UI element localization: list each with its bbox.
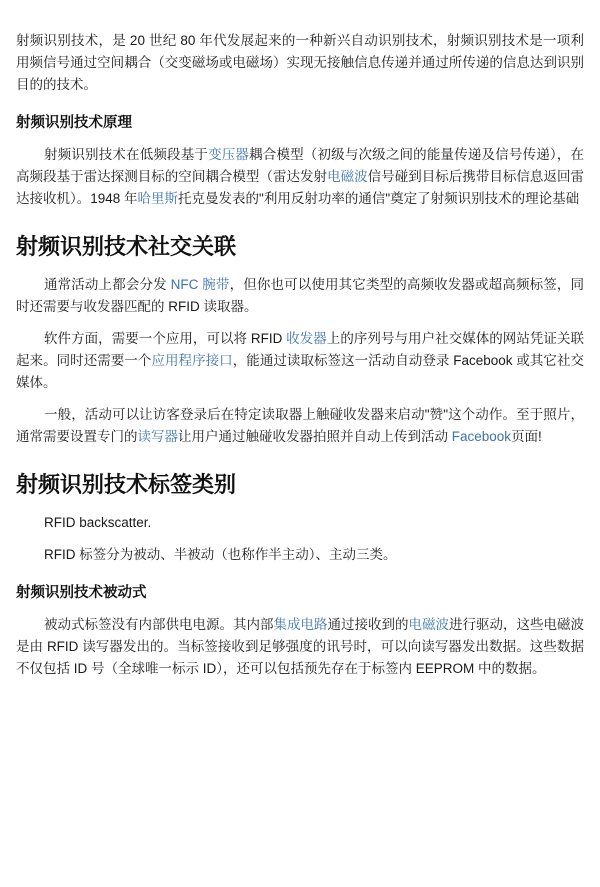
section-heading-tag-types: 射频识别技术标签类别: [16, 472, 237, 497]
text-run: 被动式标签没有内部供电电源。其内部: [44, 617, 274, 632]
text-run: 一般，活动可以让访客登录后在特定读取器上触碰收发器来启动"赞"这个动作。至于照片，通常需要设置专门的: [16, 407, 584, 444]
text-run: ，但你也可以使用其它类型的高频收发器或超高频标签，同时还需要与收发器匹配的 RFID 读取器。: [16, 277, 585, 314]
inline-link[interactable]: 变压器: [208, 147, 250, 162]
social-paragraph-3: [16, 404, 584, 448]
inline-link[interactable]: NFC 腕带: [170, 277, 230, 292]
text-run: 射频识别技术在低频段基于: [44, 147, 209, 162]
passive-paragraph: [16, 614, 584, 680]
section-heading-passive: 射频识别技术被动式: [16, 585, 147, 601]
tag-types-paragraph-2: [16, 544, 584, 566]
text-run: 让用户通过触碰收发器拍照并自动上传到活动: [178, 429, 452, 444]
section-heading-social: 射频识别技术社交关联: [16, 234, 237, 259]
inline-link[interactable]: 电磁波: [327, 169, 368, 184]
text-run: 射频识别技术，是 20 世纪 80 年代发展起来的一种新兴自动识别技术，射频识别技术是一项利用频信号通过空间耦合（交变磁场或电磁场）实现无接触信息传递并通过所传递的信息达到识别目的的技术。: [16, 33, 584, 92]
text-run: 软件方面，需要一个应用，可以将 RFID: [44, 331, 287, 346]
social-paragraph-2: [16, 328, 584, 394]
text-run: 通过接收到的: [327, 617, 409, 632]
inline-link[interactable]: 应用程序接口: [151, 353, 233, 368]
social-paragraph-1: [16, 274, 584, 318]
inline-link[interactable]: 收发器: [286, 331, 327, 346]
text-run: 上的序列号与用户社交媒体的网站凭证关联起来。同时还需要一个: [16, 331, 585, 368]
text-run: 信号碰到目标后携带目标信息返回雷达接收机）。1948 年: [16, 169, 585, 206]
text-run: 进行驱动，这些电磁波是由 RFID 读写器发出的。当标签接收到足够强度的讯号时，可以向读写器发出数据。这些数据不仅包括 ID 号（全球唯一标示 ID），还可以包括预先存在于标签内 EEPROM 中的数据。: [16, 617, 584, 676]
text-run: 通常活动上都会分发: [44, 277, 171, 292]
text-run: 耦合模型（初级与次级之间的能量传递及信号传递），在高频段基于雷达探测目标的空间耦合模型（雷达发射: [16, 147, 585, 184]
text-run: ，能通过读取标签这一活动自动登录 Facebook 或其它社交媒体。: [16, 353, 585, 390]
inline-link[interactable]: 集成电路: [273, 617, 328, 632]
inline-link[interactable]: Facebook: [451, 429, 512, 444]
text-run: RFID 标签分为被动、半被动（也称作半主动）、主动三类。: [44, 547, 397, 562]
tag-types-paragraph-1: [16, 512, 584, 534]
inline-link[interactable]: 读写器: [137, 429, 178, 444]
inline-link[interactable]: 电磁波: [408, 617, 449, 632]
intro-paragraph: [16, 30, 584, 96]
text-run: 托克曼发表的"利用反射功率的通信"奠定了射频识别技术的理论基础: [178, 191, 580, 206]
text-run: 页面!: [511, 429, 542, 444]
inline-link[interactable]: 哈里斯: [137, 191, 179, 206]
text-run: RFID backscatter.: [44, 515, 152, 530]
section-heading-principle: 射频识别技术原理: [16, 115, 132, 131]
principle-paragraph: [16, 144, 584, 210]
